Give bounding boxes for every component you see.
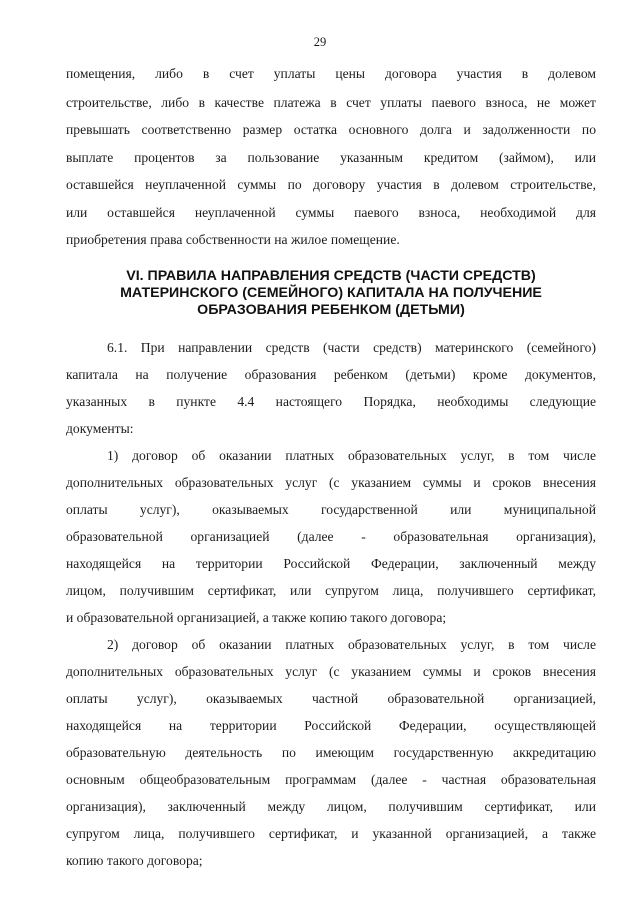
heading-line: МАТЕРИНСКОГО (СЕМЕЙНОГО) КАПИТАЛА НА ПОЛУЧЕНИЕ — [120, 285, 542, 301]
text-line: 2) договор об оказании платных образовательных услуг, в том числе — [107, 637, 596, 652]
text-line: дополнительных образовательных услуг (с указанием суммы и сроков внесения — [66, 475, 596, 490]
text-line: капитала на получение образования ребенком (детьми) кроме документов, — [66, 367, 596, 382]
page-number: 29 — [313, 35, 327, 49]
text-line: 6.1. При направлении средств (части средств) материнского (семейного) — [107, 340, 596, 355]
text-line: превышать соответственно размер остатка основного долга и задолженности по — [66, 122, 596, 137]
text-line: выплате процентов за пользование указанным кредитом (займом), или — [66, 150, 596, 165]
text-line: приобретения права собственности на жилое помещение. — [66, 232, 400, 247]
text-line: лицом, получившим сертификат, или супругом лица, получившего сертификат, — [66, 583, 596, 598]
text-line: или оставшейся неуплаченной суммы паевого взноса, необходимой для — [66, 205, 596, 220]
text-line: копию такого договора; — [66, 853, 203, 868]
text-line: находящейся на территории Российской Федерации, осуществляющей — [66, 718, 596, 733]
text-line: и образовательной организацией, а также копию такого договора; — [66, 610, 447, 625]
text-line: оплаты услуг), оказываемых частной образовательной организацией, — [66, 691, 596, 706]
text-line: указанных в пункте 4.4 настоящего Порядка, необходимы следующие — [66, 394, 596, 409]
text-line: образовательной организацией (далее - образовательная организация), — [66, 529, 596, 544]
text-line: строительстве, либо в качестве платежа в счет уплаты паевого взноса, не может — [66, 95, 596, 110]
text-line: помещения, либо в счет уплаты цены договора участия в долевом — [66, 66, 596, 81]
text-line: 1) договор об оказании платных образовательных услуг, в том числе — [107, 448, 596, 463]
text-line: организация), заключенный между лицом, получившим сертификат, или — [66, 799, 596, 814]
text-line: находящейся на территории Российской Федерации, заключенный между — [66, 556, 596, 571]
heading-line: ОБРАЗОВАНИЯ РЕБЕНКОМ (ДЕТЬМИ) — [197, 302, 465, 318]
text-line: супругом лица, получившего сертификат, и указанной организацией, а также — [66, 826, 596, 841]
text-line: документы: — [66, 421, 134, 436]
heading-line: VI. ПРАВИЛА НАПРАВЛЕНИЯ СРЕДСТВ (ЧАСТИ СРЕДСТВ) — [126, 268, 536, 284]
text-line: основным общеобразовательным программам (далее - частная образовательная — [66, 772, 596, 787]
text-line: оплаты услуг), оказываемых государственной или муниципальной — [66, 502, 596, 517]
text-line: оставшейся неуплаченной суммы по договору участия в долевом строительстве, — [66, 177, 596, 192]
text-line: образовательную деятельность по имеющим государственную аккредитацию — [66, 745, 596, 760]
text-line: дополнительных образовательных услуг (с указанием суммы и сроков внесения — [66, 664, 596, 679]
